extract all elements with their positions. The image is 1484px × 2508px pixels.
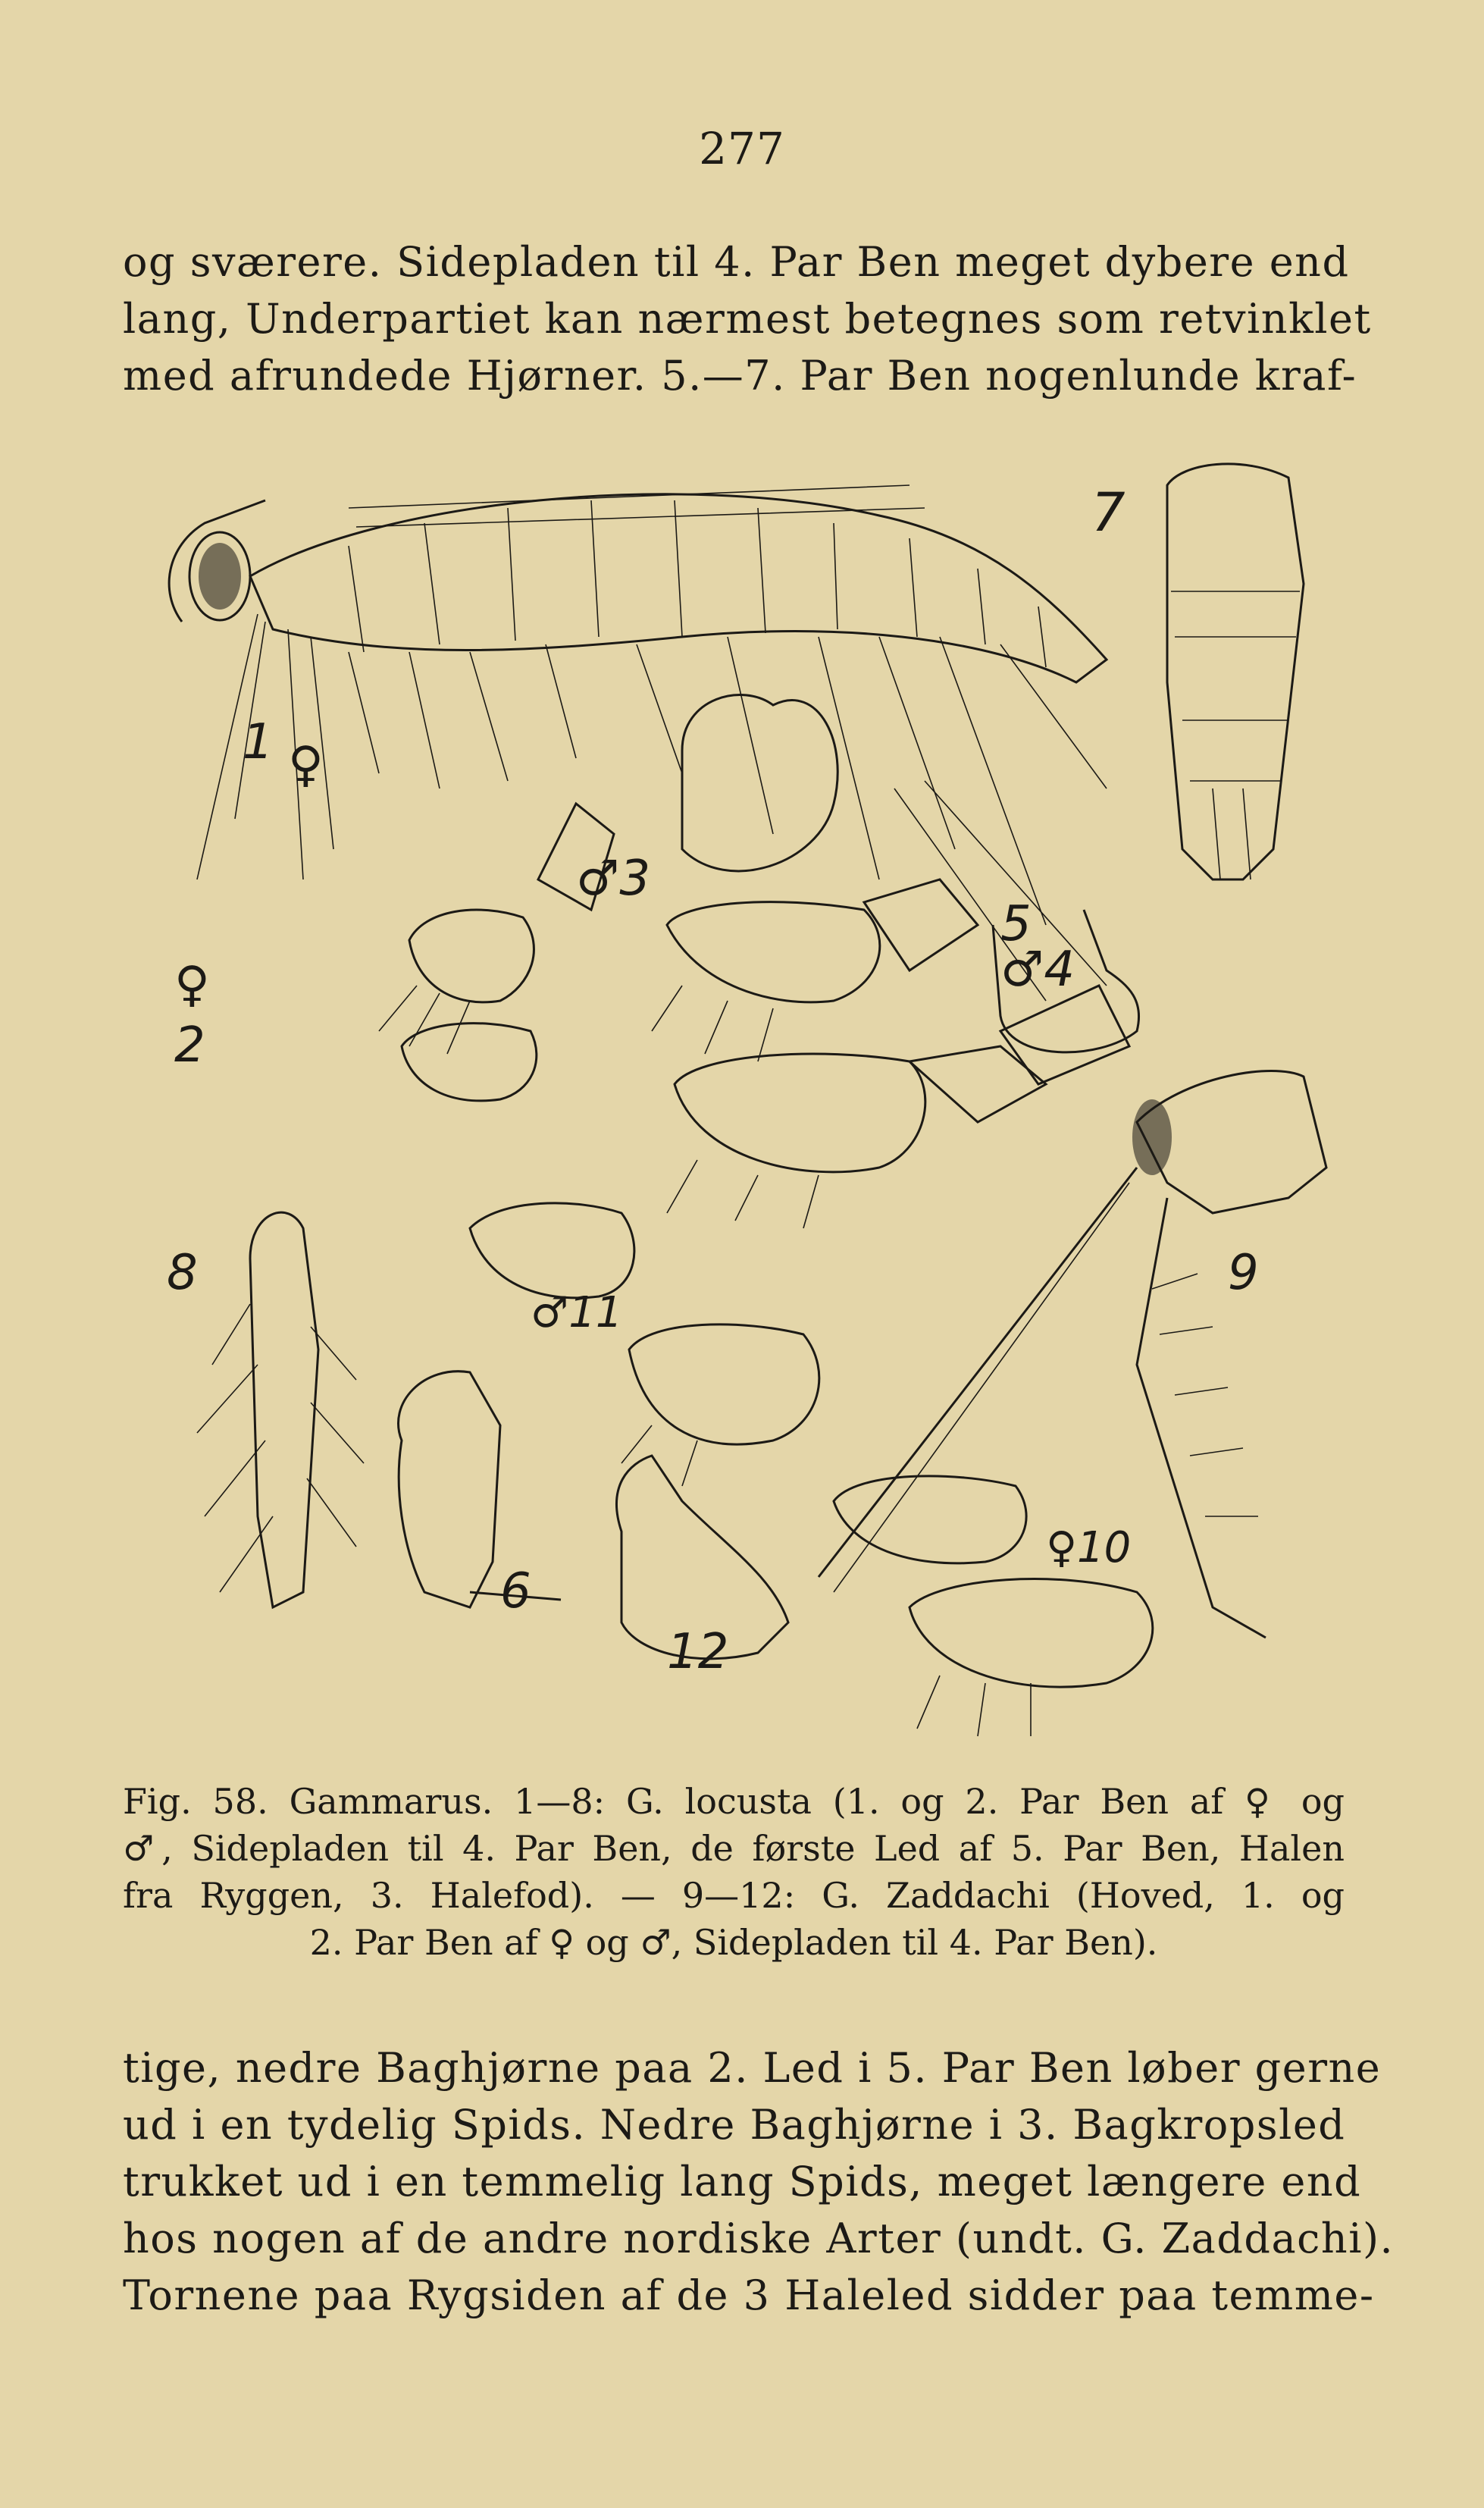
figure-label-8: 8 xyxy=(167,1245,198,1301)
figure-label-7: 7 xyxy=(1091,481,1126,544)
text-line: lang, Underpartiet kan nærmest betegnes som retvinklet xyxy=(123,295,1372,343)
figure-label-1-sex: ♀ xyxy=(288,737,324,793)
text-line: trukket ud i en temmelig lang Spids, meget længere end xyxy=(123,2158,1362,2205)
text-line: tige, nedre Baghjørne paa 2. Led i 5. Par Ben løber gerne xyxy=(123,2044,1382,2092)
top-paragraph xyxy=(123,234,1372,404)
figure-7-tail-drawing xyxy=(1167,464,1304,879)
figure-label-1: 1 xyxy=(243,714,274,770)
gammarus-figure xyxy=(152,455,1334,1759)
bottom-paragraph xyxy=(123,2039,1395,2324)
figure-label-11: ♂11 xyxy=(531,1288,623,1337)
caption-line: ♂, Sidepladen til 4. Par Ben, de første Led af 5. Par Ben, Halen xyxy=(123,1828,1345,1869)
gammarus-illustration xyxy=(152,455,1334,1759)
figure-caption xyxy=(123,1778,1345,1966)
figure-label-2-sex: ♀ xyxy=(174,957,210,1013)
caption-line: 2. Par Ben af ♀ og ♂, Sidepladen til 4. Par Ben). xyxy=(309,1922,1158,1963)
figure-label-12: 12 xyxy=(667,1624,729,1680)
caption-line: Fig. 58. Gammarus. 1—8: G. locusta (1. og 2. Par Ben af ♀ og xyxy=(123,1781,1345,1822)
figure-8-drawing xyxy=(197,1212,364,1607)
text-line: ud i en tydelig Spids. Nedre Baghjørne i 3. Bagkropsled xyxy=(123,2101,1346,2149)
figure-6-drawing xyxy=(399,1372,561,1607)
text-line: og sværere. Sidepladen til 4. Par Ben meget dybere end xyxy=(123,238,1350,286)
figure-label-2: 2 xyxy=(174,1017,205,1074)
figure-label-10: ♀10 xyxy=(1046,1523,1132,1572)
figure-label-9: 9 xyxy=(1228,1245,1259,1301)
figure-label-5: 5 xyxy=(1000,896,1032,952)
figure-label-6: 6 xyxy=(500,1563,531,1619)
figure-label-4: ♂4 xyxy=(1000,942,1075,998)
caption-line: fra Ryggen, 3. Halefod). — 9—12: G. Zaddachi (Hoved, 1. og xyxy=(123,1875,1345,1916)
text-line: Tornene paa Rygsiden af de 3 Haleled sidder paa temme- xyxy=(123,2271,1375,2319)
text-line: hos nogen af de andre nordiske Arter (undt. G. Zaddachi). xyxy=(123,2215,1395,2262)
figure-label-3: ♂3 xyxy=(576,851,651,907)
page-number: 277 xyxy=(699,123,785,174)
text-line: med afrundede Hjørner. 5.—7. Par Ben nogenlunde kraf- xyxy=(123,352,1357,400)
sideplate-drawing xyxy=(682,695,837,871)
